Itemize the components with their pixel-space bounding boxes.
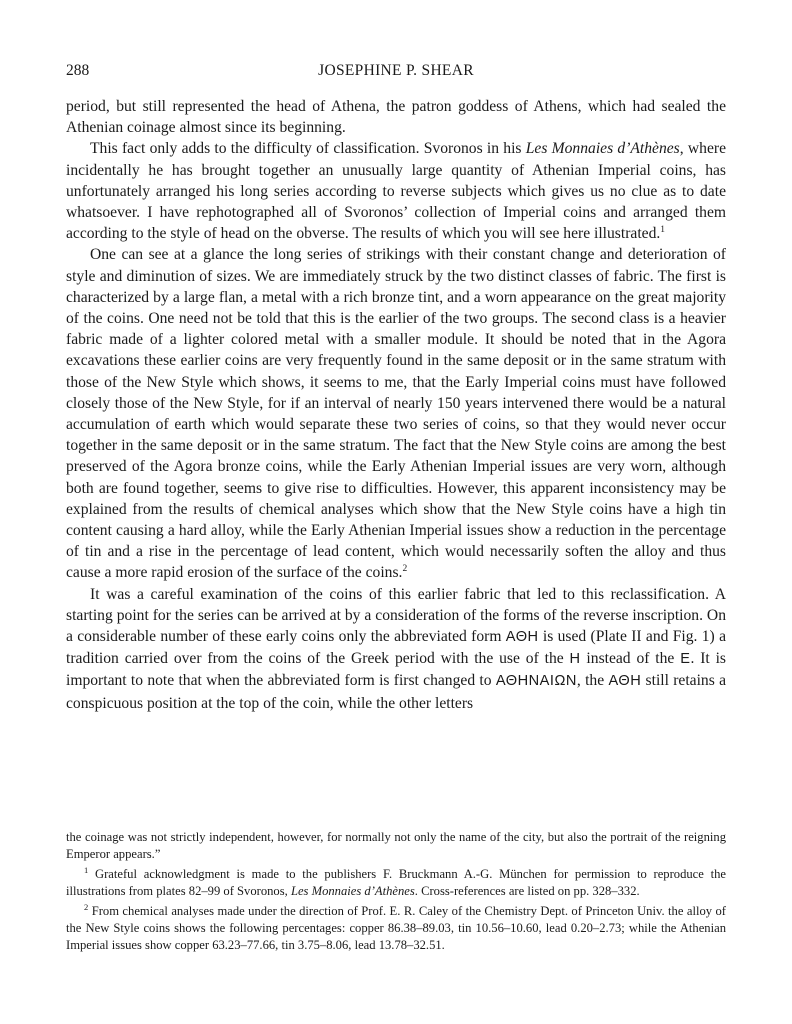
page-number: 288 — [66, 62, 90, 79]
paragraph-1: period, but still represented the head of Athena, the patron goddess of Athens, which had sealed the Athenian coinage almost since its beginning. — [66, 98, 726, 137]
greek-inscription: ΑΘΗΝΑΙΩΝ — [495, 673, 577, 690]
footnotes — [66, 829, 726, 957]
running-head: JOSEPHINE P. SHEAR — [318, 62, 474, 79]
footnote-mark: 1 — [84, 864, 89, 875]
page-header — [66, 62, 726, 84]
greek-inscription: ΑΘΗ — [505, 629, 539, 646]
greek-letter: Ε — [680, 651, 691, 668]
body-text — [66, 96, 726, 714]
paragraph-4: It was a careful examination of the coins of this earlier fabric that led to this reclassification. A starting point for the series can be arrived at by a consideration of the forms of the reverse inscription. On a considerable number of these early coins only the abbreviated form ΑΘΗ is used (Plate II and Fig. 1) a tradition carried over from the coins of the Greek period with the use of the Η instead of the Ε. It is important to note that when the abbreviated form is first changed to ΑΘΗΝΑΙΩΝ, the ΑΘΗ still retains a conspicuous position at the top of the coin, while the other letters — [66, 585, 726, 712]
book-title: Les Monnaies d’Athènes — [525, 140, 680, 158]
footnote-mark: 2 — [84, 901, 89, 912]
footnote-1: $^1$ Grateful acknowledgment is made to the publishers F. Bruckmann A.-G. München for permission to reproduce the illustrations from plates 82–99 of Svoronos, Les Monnaies d’Athènes. Cross-references are listed on pp. 328–332. — [66, 864, 726, 899]
footnote-continuation: the coinage was not strictly independent, however, for normally not only the name of the city, but also the portrait of the reigning Emperor appears.” — [66, 830, 726, 862]
footnote-ref-1: 1 — [660, 225, 666, 236]
greek-letter: Η — [569, 651, 581, 668]
footnote-2: $^2$ From chemical analyses made under the direction of Prof. E. R. Caley of the Chemistry Dept. of Princeton Univ. the alloy of the New Style coins shows the following percentages: copper 86.38–89.03, tin 10.56–10.60, lead 0.20–2.73; while the Athenian Imperial issues show copper 63.23–77.66, tin 3.75–8.06, lead 13.78–32.51. — [66, 901, 726, 953]
greek-inscription: ΑΘΗ — [608, 673, 642, 690]
footnote-ref-2: 2 — [402, 564, 408, 575]
paragraph-2: This fact only adds to the difficulty of classification. Svoronos in his Les Monnaies d’Athènes, where incidentally he has brought together an unusually large quantity of Athenian Imperial coins, has unfortunately arranged his long series according to reverse subjects which gives us no clue as to date whatsoever. I have rephotographed all of Svoronos’ collection of Imperial coins and arranged them according to the style of head on the obverse. The results of which you will see here illustrated.$^1$ — [66, 140, 726, 243]
book-title: Les Monnaies d’Athènes — [290, 884, 415, 899]
paragraph-3: One can see at a glance the long series of strikings with their constant change and deterioration of style and diminution of sizes. We are immediately struck by the two distinct classes of fabric. The first is characterized by a large flan, a metal with a rich bronze tint, and a worn appearance on the great majority of the coins. One need not be told that this is the earlier of the two groups. The second class is a heavier fabric made of a lighter colored metal with a smaller module. It should be noted that in the Agora excavations these earlier coins are very frequently found in the same deposit or in the same stratum with those of the New Style which shows, it seems to me, that the Early Imperial coins must have followed closely those of the New Style, for if an interval of nearly 150 years intervened there would be a natural accumulation of earth which would separate these two series of coins, so that they would never occur together in the same deposit or in the same stratum. The fact that the New Style coins are among the best preserved of the Agora bronze coins, while the Early Athenian Imperial issues are very worn, although both are found together, seems to give rise to difficulties. However, this apparent inconsistency may be explained from the results of chemical analyses which show that the New Style coins have a high tin content causing a hard alloy, while the Early Athenian Imperial issues show a reduction in the percentage of tin and a rise in the percentage of lead content, which would necessarily soften the alloy and thus cause a more rapid erosion of the surface of the coins.$^2$ — [66, 246, 726, 582]
